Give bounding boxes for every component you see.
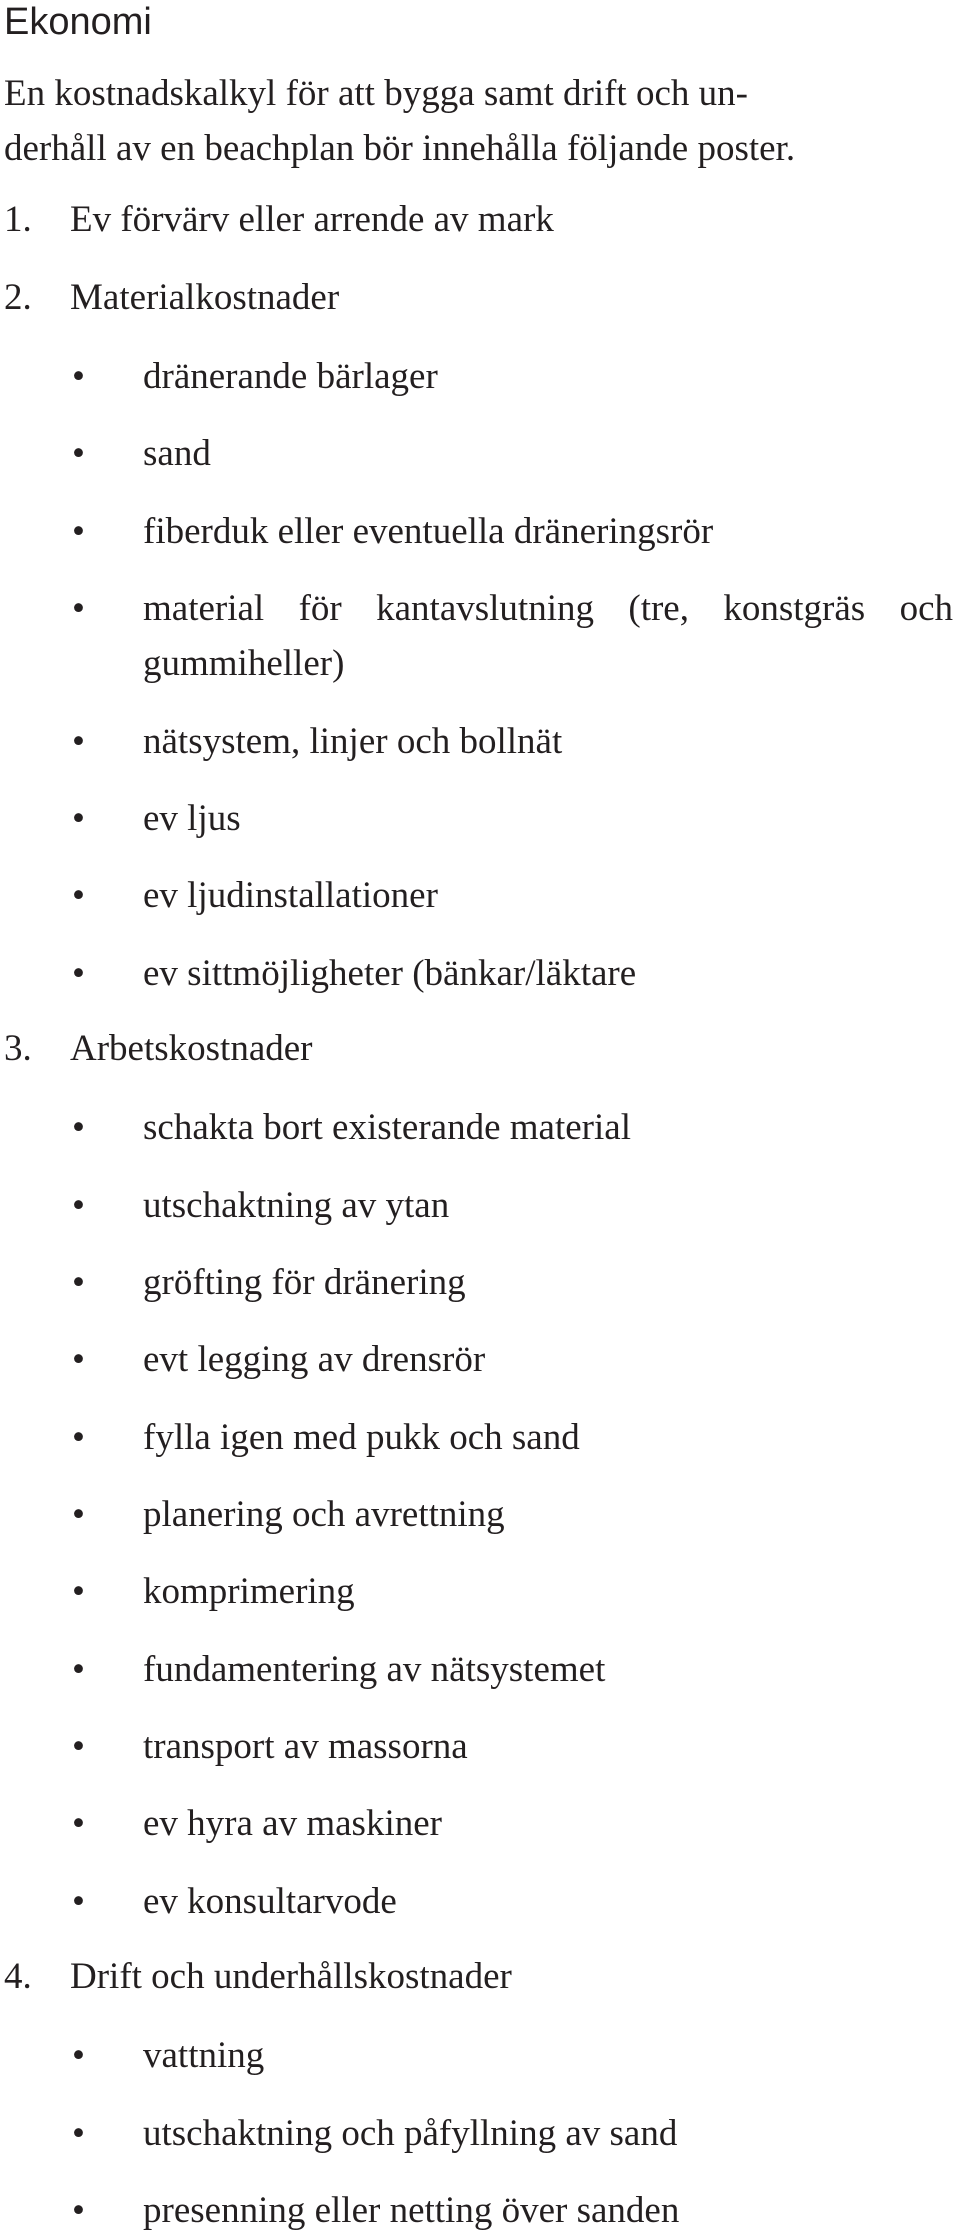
bullet-icon: • bbox=[72, 1726, 85, 1767]
list-item: • utschaktning av ytan bbox=[72, 1178, 952, 1233]
item-title: Drift och underhållskostnader bbox=[70, 1956, 512, 1997]
page-title: Ekonomi bbox=[4, 1, 152, 43]
list-item: • vattning bbox=[72, 2028, 952, 2083]
bullet-icon: • bbox=[72, 1649, 85, 1690]
item-title: Arbetskostnader bbox=[70, 1028, 313, 1069]
bullet-icon: • bbox=[72, 2113, 85, 2154]
bullet-icon: • bbox=[72, 2035, 85, 2076]
item-number: 2. bbox=[4, 277, 32, 318]
item-number: 1. bbox=[4, 199, 32, 240]
list-item: • nätsystem, linjer och bollnät bbox=[72, 714, 952, 769]
bullet-icon: • bbox=[72, 2190, 85, 2231]
bullet-icon: • bbox=[72, 1494, 85, 1535]
bullet-icon: • bbox=[72, 1881, 85, 1922]
item-number: 3. bbox=[4, 1028, 32, 1069]
list-item: • presenning eller netting över sanden bbox=[72, 2183, 952, 2238]
list-item: • gröfting för dränering bbox=[72, 1255, 952, 1310]
list-item: • fiberduk eller eventuella dräneringsrör bbox=[72, 504, 952, 559]
list-item: • sand bbox=[72, 426, 952, 481]
numbered-item-1 bbox=[4, 198, 554, 242]
bullet-icon: • bbox=[72, 1571, 85, 1612]
list-item: • fylla igen med pukk och sand bbox=[72, 1410, 952, 1465]
list-item: • schakta bort existerande material bbox=[72, 1100, 952, 1155]
list-item: • ev ljus bbox=[72, 791, 952, 846]
list-item: • ev hyra av maskiner bbox=[72, 1796, 952, 1851]
list-item: • fundamentering av nätsystemet bbox=[72, 1642, 952, 1697]
intro-paragraph bbox=[4, 66, 954, 176]
list-item: • dränerande bärlager bbox=[72, 349, 952, 404]
list-item: • planering och avrettning bbox=[72, 1487, 952, 1542]
list-item: • ev sittmöjligheter (bänkar/läktare bbox=[72, 946, 952, 1001]
list-item: • evt legging av drensrör bbox=[72, 1332, 952, 1387]
bullet-icon: • bbox=[72, 1339, 85, 1380]
list-item: • material för kantavslutning (tre, konstgräs och gummiheller) bbox=[72, 581, 952, 691]
intro-line-1: En kostnadskalkyl för att bygga samt drift och un- bbox=[4, 73, 748, 114]
item-title: Ev förvärv eller arrende av mark bbox=[70, 199, 554, 240]
bullet-icon: • bbox=[72, 1107, 85, 1148]
bullet-icon: • bbox=[72, 798, 85, 839]
bullet-icon: • bbox=[72, 1417, 85, 1458]
intro-line-2: derhåll av en beachplan bör innehålla följande poster. bbox=[4, 128, 796, 169]
bullet-icon: • bbox=[72, 588, 85, 629]
bullet-icon: • bbox=[72, 875, 85, 916]
list-item: • ev ljudinstallationer bbox=[72, 868, 952, 923]
bullet-icon: • bbox=[72, 953, 85, 994]
list-item: • transport av massorna bbox=[72, 1719, 952, 1774]
list-item: • utschaktning och påfyllning av sand bbox=[72, 2106, 952, 2161]
numbered-item-2 bbox=[4, 276, 339, 320]
bullet-icon: • bbox=[72, 356, 85, 397]
bullet-icon: • bbox=[72, 1803, 85, 1844]
bullet-icon: • bbox=[72, 721, 85, 762]
numbered-item-4 bbox=[4, 1955, 512, 1999]
numbered-item-3 bbox=[4, 1027, 313, 1071]
bullet-icon: • bbox=[72, 511, 85, 552]
bullet-icon: • bbox=[72, 1185, 85, 1226]
list-item: • ev konsultarvode bbox=[72, 1874, 952, 1929]
bullet-icon: • bbox=[72, 1262, 85, 1303]
item-title: Materialkostnader bbox=[70, 277, 340, 318]
bullet-icon: • bbox=[72, 433, 85, 474]
list-item: • komprimering bbox=[72, 1564, 952, 1619]
item-number: 4. bbox=[4, 1956, 32, 1997]
